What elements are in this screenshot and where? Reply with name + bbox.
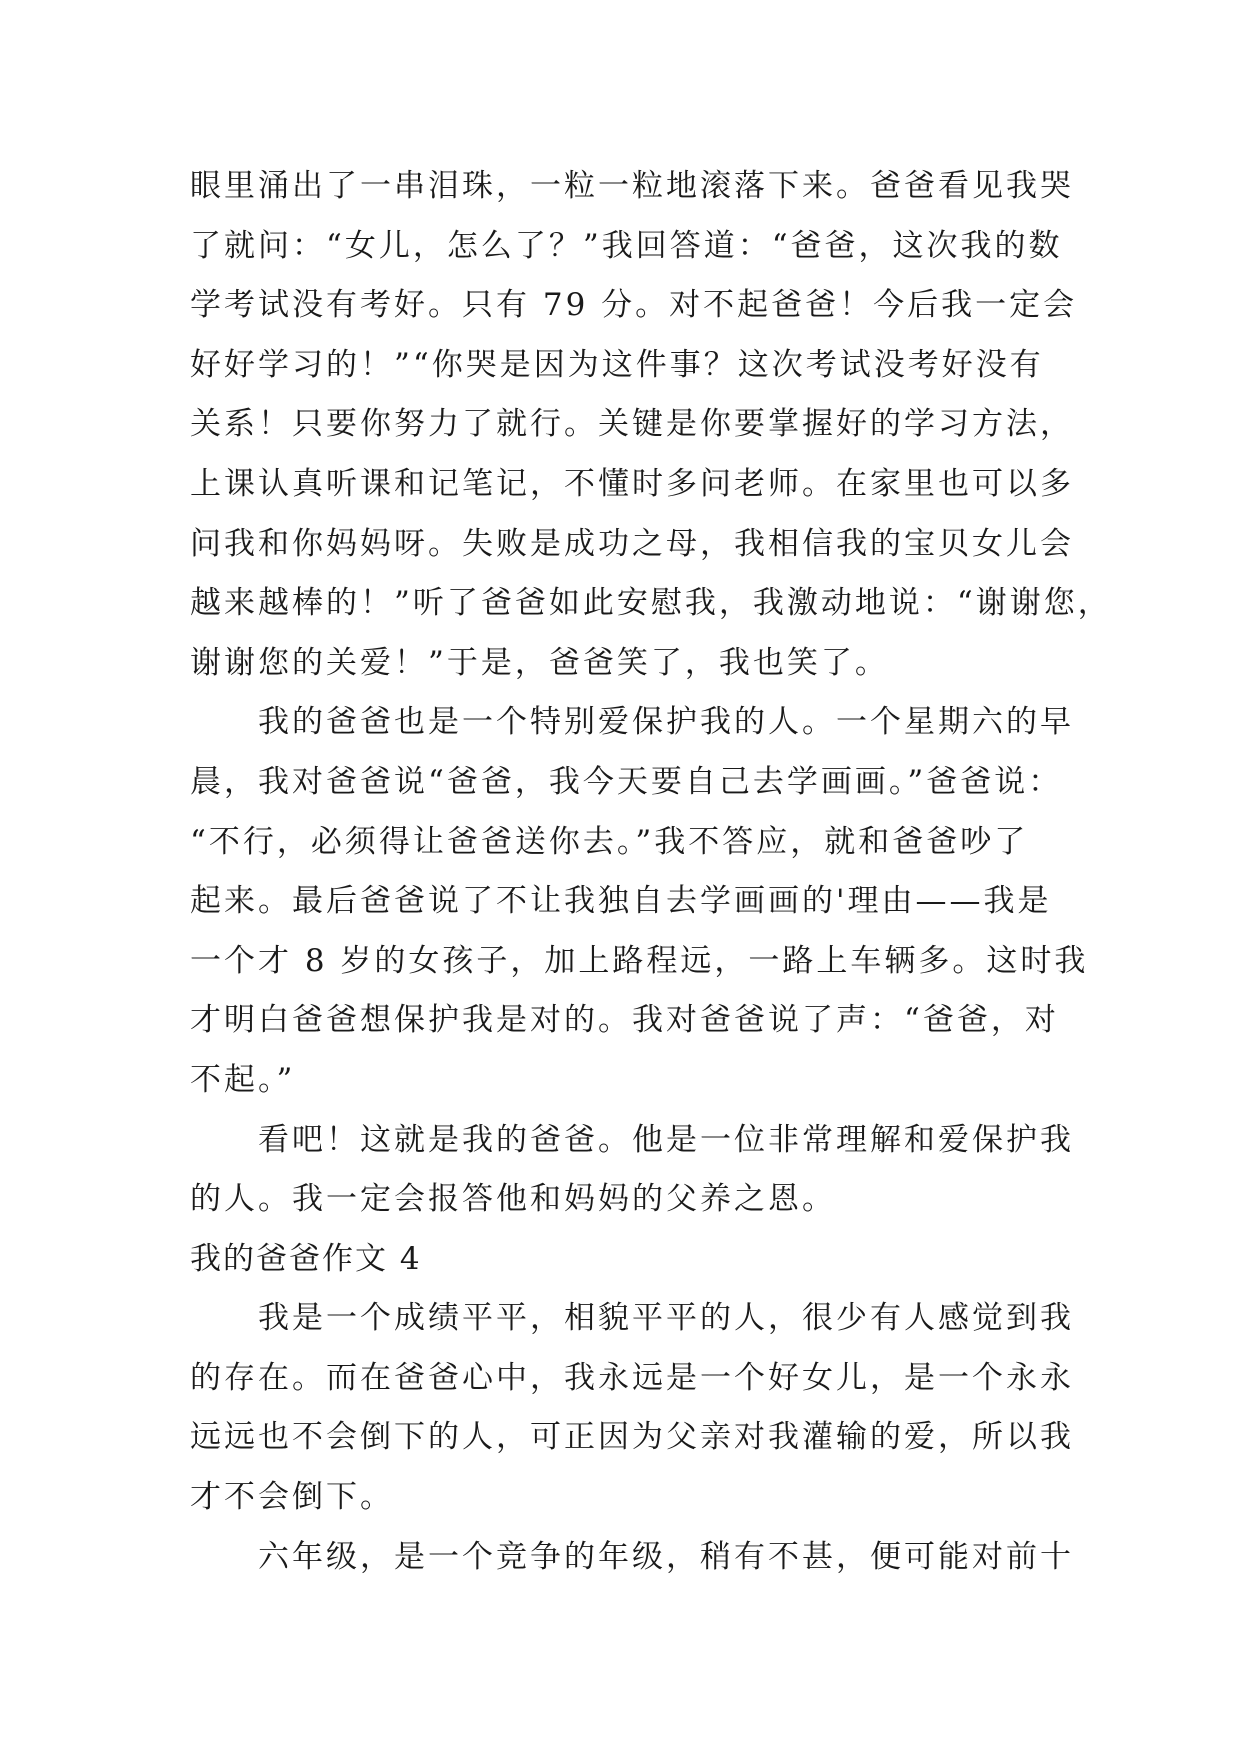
text-line: 越来越棒的！”听了爸爸如此安慰我，我激动地说：“谢谢您， (190, 585, 1112, 622)
text-line: 才不会倒下。 (190, 1479, 394, 1516)
paragraph-start-line: 我的爸爸也是一个特别爱保护我的人。一个星期六的早 (258, 704, 1074, 741)
essay-body (190, 157, 1112, 1587)
text-line: 好好学习的！”“你哭是因为这件事？这次考试没考好没有 (190, 346, 1044, 383)
text-line: 的存在。而在爸爸心中，我永远是一个好女儿，是一个永永 (190, 1359, 1074, 1396)
text-line: 学考试没有考好。只有 79 分。对不起爸爸！今后我一定会 (190, 287, 1078, 324)
text-line: 远远也不会倒下的人，可正因为父亲对我灌输的爱，所以我 (190, 1419, 1074, 1456)
text-line: 才明白爸爸想保护我是对的。我对爸爸说了声：“爸爸，对 (190, 1002, 1059, 1039)
text-line: 不起。” (190, 1061, 296, 1098)
text-line: “不行，必须得让爸爸送你去。”我不答应，就和爸爸吵了 (190, 823, 1029, 860)
text-line: 的人。我一定会报答他和妈妈的父养之恩。 (190, 1181, 836, 1218)
text-line: 晨，我对爸爸说“爸爸，我今天要自己去学画画。”爸爸说： (190, 763, 1063, 800)
paragraph-start-line: 我是一个成绩平平，相貌平平的人，很少有人感觉到我 (258, 1300, 1074, 1337)
text-line: 一个才 8 岁的女孩子，加上路程远，一路上车辆多。这时我 (190, 942, 1089, 979)
text-line: 上课认真听课和记笔记，不懂时多问老师。在家里也可以多 (190, 465, 1074, 502)
paragraph-start-line: 六年级，是一个竞争的年级，稍有不甚，便可能对前十 (258, 1538, 1074, 1575)
text-line: 谢谢您的关爱！”于是，爸爸笑了，我也笑了。 (190, 644, 889, 681)
text-line: 问我和你妈妈呀。失败是成功之母，我相信我的宝贝女儿会 (190, 525, 1074, 562)
text-line: 关系！只要你努力了就行。关键是你要掌握好的学习方法， (190, 406, 1074, 443)
text-line: 了就问：“女儿，怎么了？”我回答道：“爸爸，这次我的数 (190, 227, 1063, 264)
paragraph-start-line: 看吧！这就是我的爸爸。他是一位非常理解和爱保护我 (258, 1121, 1074, 1158)
section-heading: 我的爸爸作文 4 (190, 1240, 422, 1277)
text-line: 起来。最后爸爸说了不让我独自去学画画的'理由——我是 (190, 883, 1052, 920)
text-line: 眼里涌出了一串泪珠，一粒一粒地滚落下来。爸爸看见我哭 (190, 168, 1074, 204)
